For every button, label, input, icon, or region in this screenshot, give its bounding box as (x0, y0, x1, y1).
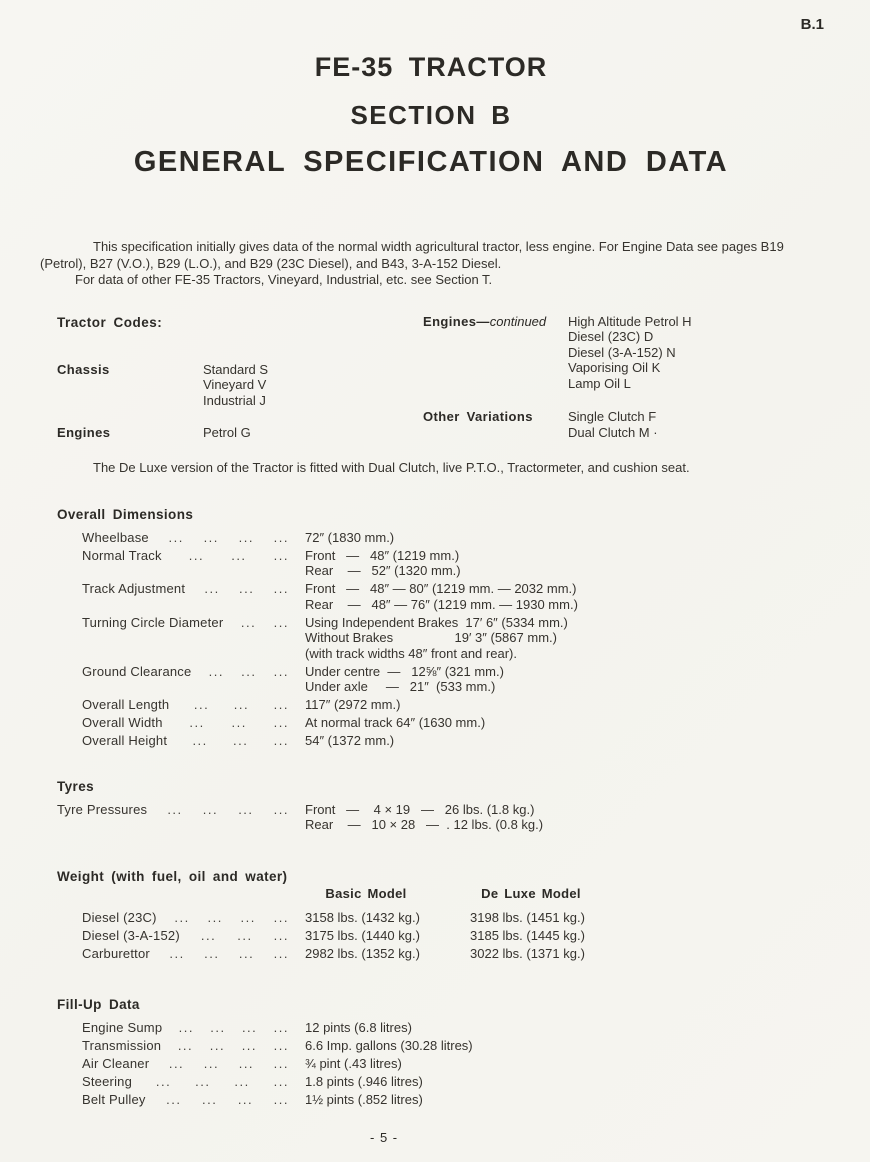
leader-dots: ... (203, 1056, 220, 1071)
leader-dots: ... (188, 547, 205, 563)
tractor-codes-right-column (423, 314, 692, 441)
code-label (57, 362, 203, 409)
spec-values (305, 615, 822, 662)
leader-dots: ... (237, 1092, 254, 1107)
spec-value-line: Rear — 52″ (1320 mm.) (305, 563, 461, 578)
spec-row (82, 530, 822, 546)
doc-title: FE-35 TRACTOR (314, 52, 548, 82)
leader-dots: ... (237, 927, 253, 943)
row-leader (82, 1092, 305, 1108)
spec-label: Normal Track (82, 547, 162, 563)
spec-value-line: Rear — 10 × 28 — . 12 lbs. (0.8 kg.) (305, 817, 544, 832)
weight-row (82, 946, 822, 962)
spec-row (82, 1020, 822, 1036)
spec-row (82, 1092, 822, 1108)
row-leader (82, 910, 305, 926)
weight-row (82, 928, 822, 944)
spec-label: Overall Width (82, 715, 163, 730)
row-leader (82, 664, 305, 695)
spec-value-line: Under axle — 21″ (533 mm.) (305, 679, 496, 694)
intro-paragraphs (40, 239, 822, 289)
weight-label: Carburettor (82, 945, 150, 961)
leader-dots: ... (207, 909, 223, 925)
weight-row (82, 910, 822, 926)
code-value: Diesel (23C) D (568, 329, 654, 344)
leader-dots: ... (273, 801, 289, 817)
leader-dots: ... (273, 1092, 289, 1107)
leader-dots: ... (241, 1020, 258, 1035)
spec-label: Wheelbase (82, 529, 149, 545)
spec-value-line: ¾ pint (.43 litres) (305, 1056, 402, 1071)
intro-paragraph-2: For data of other FE-35 Tractors, Vineyard, Industrial, etc. see Section T. (75, 272, 493, 287)
leader-dots: ... (195, 1074, 211, 1089)
spec-row (82, 697, 822, 713)
code-label-text: Engines— (423, 313, 490, 329)
tyres-heading: Tyres (57, 778, 95, 794)
code-row (423, 409, 692, 440)
leader-dots: ... (167, 801, 183, 817)
basic-model-value: 3158 lbs. (1432 kg.) (305, 909, 420, 925)
code-row (423, 314, 692, 392)
leader-dots: ... (273, 614, 289, 630)
leader-dots: ... (240, 909, 256, 925)
row-leader (82, 1038, 305, 1054)
spec-label: Belt Pulley (82, 1092, 146, 1107)
code-label-text: Chassis (57, 361, 110, 377)
row-leader (82, 548, 305, 579)
leader-dots: ... (273, 697, 289, 712)
code-value: Diesel (3-A-152) N (568, 344, 676, 360)
tractor-codes-section (40, 315, 822, 451)
spec-value-line: Rear — 48″ — 76″ (1219 mm. — 1930 mm.) (305, 596, 578, 612)
leader-dots: ... (273, 663, 289, 679)
leader-dots: ... (273, 1020, 289, 1035)
spec-values (305, 697, 822, 713)
spec-row (82, 1056, 822, 1072)
code-label (423, 314, 568, 392)
weight-header-gap (427, 886, 470, 902)
code-label (423, 409, 568, 440)
code-value: Single Clutch F (568, 409, 657, 424)
code-value: Dual Clutch M · (568, 424, 658, 440)
code-value: Petrol G (203, 425, 251, 440)
leader-dots: ... (193, 697, 210, 712)
basic-model-value: 2982 lbs. (1352 kg.) (305, 945, 420, 961)
weight-rows (40, 910, 822, 962)
code-value: Industrial J (203, 392, 266, 408)
page-title: GENERAL SPECIFICATION AND DATA (133, 146, 729, 178)
leader-dots: ... (192, 733, 208, 748)
leader-dots: ... (155, 1074, 172, 1089)
spec-values (305, 1074, 822, 1090)
row-leader (57, 802, 305, 833)
spec-value-line: (with track widths 48″ front and rear). (305, 645, 517, 661)
spec-values (305, 1056, 822, 1072)
row-leader (82, 946, 305, 962)
leader-dots: ... (273, 733, 289, 748)
spec-values (305, 802, 822, 833)
deluxe-model-column-header: De Luxe Model (481, 885, 581, 901)
leader-dots: ... (238, 945, 255, 961)
code-label (57, 425, 203, 441)
spec-value-line: 72″ (1830 mm.) (305, 529, 395, 545)
leader-dots: ... (204, 581, 220, 596)
spec-value-line: Using Independent Brakes 17′ 6″ (5334 mm.) (305, 614, 568, 630)
row-leader (82, 530, 305, 546)
spec-values (305, 1038, 822, 1054)
page-reference: B.1 (800, 16, 824, 33)
spec-values (305, 715, 822, 731)
spec-label: Ground Clearance (82, 663, 192, 679)
spec-label: Overall Length (82, 697, 170, 712)
row-leader (82, 581, 305, 612)
row-leader (82, 733, 305, 749)
weight-label: Diesel (23C) (82, 909, 157, 925)
spec-values (305, 530, 822, 546)
code-value: Vineyard V (203, 377, 267, 392)
leader-dots: ... (169, 945, 185, 961)
spec-label: Tyre Pressures (57, 801, 148, 817)
spec-value-line: Front — 4 × 19 — 26 lbs. (1.8 kg.) (305, 801, 535, 817)
leader-dots: ... (238, 529, 254, 545)
spec-label: Steering (82, 1074, 133, 1089)
spec-row (82, 1074, 822, 1090)
leader-dots: ... (273, 1038, 289, 1053)
spec-label: Transmission (82, 1038, 162, 1053)
title-block (40, 0, 822, 179)
leader-dots: ... (238, 801, 254, 817)
weight-heading: Weight (with fuel, oil and water) (57, 868, 288, 884)
code-label-text: Engines (57, 425, 111, 440)
row-leader (82, 1056, 305, 1072)
page-number: - 5 - (370, 1130, 399, 1145)
leader-dots: ... (233, 697, 250, 712)
leader-dots: ... (204, 945, 220, 961)
spec-value-line: Front — 48″ (1219 mm.) (305, 547, 460, 563)
leader-dots: ... (231, 715, 247, 730)
leader-dots: ... (238, 1056, 255, 1071)
leader-dots: ... (241, 663, 257, 679)
row-leader (82, 1020, 305, 1036)
section-title: SECTION B (350, 100, 512, 130)
leader-dots: ... (241, 1038, 258, 1053)
spec-value-line: 12 pints (6.8 litres) (305, 1020, 412, 1035)
leader-dots: ... (201, 1092, 218, 1107)
spec-values (305, 1020, 822, 1036)
spec-value-line: At normal track 64″ (1630 mm.) (305, 715, 486, 730)
leader-dots: ... (177, 1038, 194, 1053)
spec-values (305, 664, 822, 695)
deluxe-model-value: 3185 lbs. (1445 kg.) (470, 927, 585, 943)
intro-paragraph-1: This specification initially gives data of the normal width agricultural tractor, less engine. For Engine Data see pages B19 (Petrol), B27 (V.O.), B29 (L.O.), and B29 (23C Diesel), and B43, 3-A-152 Diesel. (40, 239, 784, 271)
code-values (568, 314, 692, 392)
spec-values (305, 548, 822, 579)
leader-dots: ... (210, 1020, 226, 1035)
leader-dots: ... (189, 715, 205, 730)
tractor-codes-heading: Tractor Codes: (57, 314, 163, 330)
deluxe-note: The De Luxe version of the Tractor is fitted with Dual Clutch, live P.T.O., Tractormeter, and cushion seat. (93, 459, 690, 475)
deluxe-model-value: 3022 lbs. (1371 kg.) (470, 945, 585, 961)
spec-row (82, 548, 822, 579)
spec-row (82, 615, 822, 662)
spec-label: Track Adjustment (82, 581, 186, 596)
overall-dimensions-rows (40, 530, 822, 749)
row-leader (82, 615, 305, 662)
code-value: High Altitude Petrol H (568, 313, 692, 329)
leader-dots: ... (273, 581, 289, 596)
leader-dots: ... (166, 1092, 182, 1107)
tyres-rows (40, 802, 822, 833)
spec-row (82, 581, 822, 612)
leader-dots: ... (273, 1056, 289, 1071)
basic-model-value: 3175 lbs. (1440 kg.) (305, 927, 420, 943)
code-label-italic-text: continued (489, 313, 547, 329)
leader-dots: ... (231, 547, 247, 563)
overall-dimensions-heading: Overall Dimensions (57, 506, 194, 522)
code-value: Vaporising Oil K (568, 360, 661, 375)
spec-label: Turning Circle Diameter (82, 614, 224, 630)
code-values (568, 409, 692, 440)
weight-header-spacer (82, 886, 305, 902)
row-leader (82, 928, 305, 944)
spec-label: Overall Height (82, 733, 168, 748)
spec-row (82, 1038, 822, 1054)
basic-model-column-header: Basic Model (325, 885, 407, 901)
leader-dots: ... (174, 909, 190, 925)
spec-values (305, 733, 822, 749)
weight-column-headers (82, 886, 822, 902)
fill-up-rows (40, 1020, 822, 1108)
leader-dots: ... (234, 1074, 250, 1089)
leader-dots: ... (273, 529, 289, 545)
deluxe-model-value: 3198 lbs. (1451 kg.) (470, 909, 585, 925)
spec-values (305, 1092, 822, 1108)
spec-value-line: Under centre — 12⅝″ (321 mm.) (305, 663, 504, 679)
spec-row (82, 733, 822, 749)
leader-dots: ... (168, 529, 184, 545)
fill-up-data-heading: Fill-Up Data (57, 997, 140, 1012)
spec-value-line: 117″ (2972 mm.) (305, 697, 401, 712)
spec-row (82, 715, 822, 731)
spec-value-line: 6.6 Imp. gallons (30.28 litres) (305, 1038, 473, 1053)
row-leader (82, 715, 305, 731)
leader-dots: ... (202, 801, 219, 817)
spec-value-line: 54″ (1372 mm.) (305, 733, 395, 748)
row-leader (82, 697, 305, 713)
leader-dots: ... (273, 715, 289, 730)
spec-row (82, 664, 822, 695)
code-label-text: Other Variations (423, 409, 533, 424)
leader-dots: ... (273, 945, 289, 961)
leader-dots: ... (273, 909, 289, 925)
spec-label: Engine Sump (82, 1020, 163, 1035)
code-value: Lamp Oil L (568, 375, 631, 391)
leader-dots: ... (239, 581, 255, 596)
spec-value-line: Without Brakes 19′ 3″ (5867 mm.) (305, 630, 557, 645)
spec-value-line: 1.8 pints (.946 litres) (305, 1074, 423, 1089)
code-value: Standard S (203, 361, 269, 377)
leader-dots: ... (209, 1038, 226, 1053)
leader-dots: ... (273, 547, 289, 563)
row-leader (82, 1074, 305, 1090)
weight-label: Diesel (3-A-152) (82, 927, 180, 943)
leader-dots: ... (178, 1020, 194, 1035)
leader-dots: ... (240, 614, 257, 630)
spec-row (57, 802, 822, 833)
leader-dots: ... (200, 927, 217, 943)
spec-label: Air Cleaner (82, 1056, 150, 1071)
spec-values (305, 581, 822, 612)
spec-value-line: Front — 48″ — 80″ (1219 mm. — 2032 mm.) (305, 581, 577, 596)
leader-dots: ... (233, 733, 249, 748)
leader-dots: ... (203, 529, 219, 545)
leader-dots: ... (168, 1056, 185, 1071)
leader-dots: ... (208, 663, 224, 679)
leader-dots: ... (273, 927, 289, 943)
leader-dots: ... (273, 1074, 289, 1089)
spec-value-line: 1½ pints (.852 litres) (305, 1092, 423, 1107)
